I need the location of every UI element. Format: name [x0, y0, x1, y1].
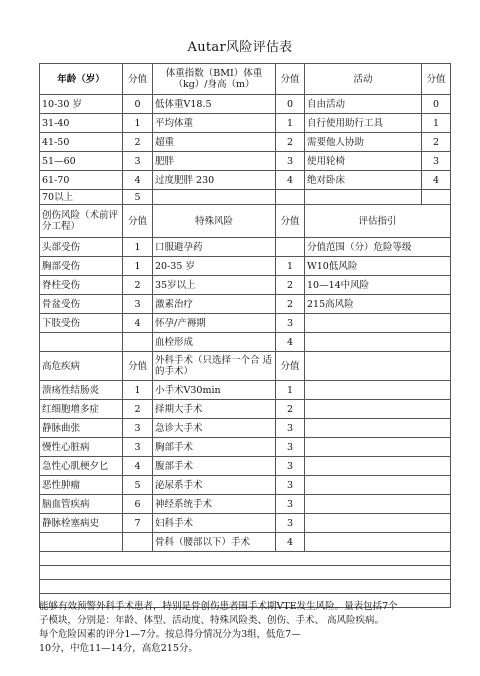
- score-cell: 5: [123, 476, 153, 495]
- score-cell: 3: [276, 495, 305, 514]
- table-row: [40, 533, 451, 552]
- disease-cell: 静脉栓塞病史: [40, 514, 123, 533]
- empty-cell: [305, 457, 451, 476]
- bmi-cell: 肥胖: [153, 152, 276, 171]
- note-line: 每个危险因素的评分1—7分。按总得分情况分为3组，低危7—: [39, 629, 301, 640]
- surgery-cell: 泌尿系手术: [153, 476, 276, 495]
- guide-cell: [305, 314, 451, 333]
- note-line: 能够有效预警外科手术患者，特别是骨创伤患者围手术期VTE发生风险。量表包括7个: [39, 601, 398, 612]
- score-cell: 4: [276, 171, 305, 190]
- score-cell: 2: [123, 276, 153, 295]
- bmi-cell: 平均体重: [153, 114, 276, 133]
- score-cell: [276, 190, 305, 205]
- disease-cell: 静脉曲张: [40, 419, 123, 438]
- activity-cell: [305, 190, 422, 205]
- score-cell: 5: [123, 190, 153, 205]
- score-cell: 1: [123, 238, 153, 257]
- disease-cell: 慢性心脏病: [40, 438, 123, 457]
- score-cell: 1: [422, 114, 451, 133]
- score-cell: 4: [422, 171, 451, 190]
- score-cell: 3: [276, 457, 305, 476]
- header-score: 分值: [276, 205, 305, 238]
- age-cell: 10-30 岁: [40, 95, 123, 114]
- score-cell: 4: [276, 533, 305, 552]
- disease-cell: 急性心肌梗夕匕: [40, 457, 123, 476]
- guide-cell: [305, 333, 451, 352]
- header-score: 分值: [123, 205, 153, 238]
- empty-row: [40, 566, 451, 580]
- score-cell: 3: [276, 476, 305, 495]
- activity-cell: 绝对卧床: [305, 171, 422, 190]
- header-row: [40, 352, 451, 381]
- score-cell: 3: [276, 514, 305, 533]
- table-row: [40, 257, 451, 276]
- table-row: [40, 190, 451, 205]
- table-row: [40, 276, 451, 295]
- guide-cell: 215高风险: [305, 295, 451, 314]
- table-row: [40, 238, 451, 257]
- trauma-cell: 骨盆受伤: [40, 295, 123, 314]
- surgery-cell: 腹部手术: [153, 457, 276, 476]
- score-cell: 0: [422, 95, 451, 114]
- score-cell: 2: [123, 133, 153, 152]
- note-line: 子模块，分别是：年龄、体型、活动度、特殊风险类、创伤、手术、 高风险疾病。: [39, 615, 385, 626]
- header-guide: 评估指引: [305, 205, 451, 238]
- description-note: [39, 600, 454, 656]
- header-surgery: 外科手术（只选择一个合 适的手术）: [153, 352, 276, 381]
- score-cell: 3: [123, 295, 153, 314]
- header-bmi: 体重指数（BMI）体重（kg）/身高（m）: [153, 64, 276, 95]
- empty-cell: [305, 352, 451, 381]
- trauma-cell: 脊柱受伤: [40, 276, 123, 295]
- header-trauma: 创伤风险（术前评分工程）: [40, 205, 123, 238]
- score-cell: 3: [123, 438, 153, 457]
- risk-table: [39, 63, 451, 608]
- empty-cell: [305, 419, 451, 438]
- score-cell: 0: [276, 95, 305, 114]
- header-age: 年龄（岁）: [40, 64, 123, 95]
- special-cell: 口服避孕药: [153, 238, 276, 257]
- empty-cell: [305, 476, 451, 495]
- table-row: [40, 133, 451, 152]
- empty-cell: [305, 381, 451, 400]
- disease-cell: 红细胞增多症: [40, 400, 123, 419]
- table-row: [40, 333, 451, 352]
- header-score: 分值: [276, 64, 305, 95]
- surgery-cell: 骨科（腰部以下）手术: [153, 533, 276, 552]
- table-row: [40, 400, 451, 419]
- bmi-cell: 过度肥胖 230: [153, 171, 276, 190]
- age-cell: 70以上: [40, 190, 123, 205]
- score-cell: 1: [123, 257, 153, 276]
- score-cell: 3: [123, 152, 153, 171]
- score-cell: 1: [123, 381, 153, 400]
- empty-cell: [305, 533, 451, 552]
- score-cell: [123, 533, 153, 552]
- score-cell: 1: [276, 114, 305, 133]
- disease-cell: [40, 533, 123, 552]
- score-cell: 4: [123, 457, 153, 476]
- special-cell: 怀孕/产褥期: [153, 314, 276, 333]
- table-row: [40, 152, 451, 171]
- age-cell: 61-70: [40, 171, 123, 190]
- trauma-cell: 头部受伤: [40, 238, 123, 257]
- score-cell: 2: [276, 295, 305, 314]
- age-cell: 31-40: [40, 114, 123, 133]
- trauma-cell: 胸部受伤: [40, 257, 123, 276]
- empty-cell: [40, 580, 451, 594]
- table-row: [40, 314, 451, 333]
- score-cell: [276, 238, 305, 257]
- surgery-cell: 小手术V30min: [153, 381, 276, 400]
- special-cell: 血栓形成: [153, 333, 276, 352]
- empty-cell: [40, 552, 451, 566]
- activity-cell: 需要他人协助: [305, 133, 422, 152]
- header-row: [40, 64, 451, 95]
- score-cell: 3: [276, 419, 305, 438]
- age-cell: 41-50: [40, 133, 123, 152]
- score-cell: 2: [123, 400, 153, 419]
- empty-cell: [305, 438, 451, 457]
- score-cell: 1: [123, 114, 153, 133]
- trauma-cell: 下肢受伤: [40, 314, 123, 333]
- age-cell: 51—60: [40, 152, 123, 171]
- score-cell: 6: [123, 495, 153, 514]
- disease-cell: 脑血管疾病: [40, 495, 123, 514]
- trauma-cell: [40, 333, 123, 352]
- header-row: [40, 205, 451, 238]
- table-row: [40, 457, 451, 476]
- header-score: 分值: [422, 64, 451, 95]
- header-score: 分值: [123, 352, 153, 381]
- table-row: [40, 381, 451, 400]
- empty-row: [40, 580, 451, 594]
- score-cell: 1: [276, 381, 305, 400]
- score-cell: 0: [123, 95, 153, 114]
- score-cell: 3: [422, 152, 451, 171]
- score-cell: 3: [123, 419, 153, 438]
- bmi-cell: 超重: [153, 133, 276, 152]
- surgery-cell: 神经系统手术: [153, 495, 276, 514]
- table-row: [40, 495, 451, 514]
- table-row: [40, 95, 451, 114]
- activity-cell: 使用轮椅: [305, 152, 422, 171]
- header-score: 分值: [123, 64, 153, 95]
- table-row: [40, 419, 451, 438]
- table-row: [40, 114, 451, 133]
- score-cell: 1: [276, 257, 305, 276]
- surgery-cell: 妇科手术: [153, 514, 276, 533]
- score-cell: 4: [123, 314, 153, 333]
- surgery-cell: 择期大手术: [153, 400, 276, 419]
- table-row: [40, 295, 451, 314]
- score-cell: [123, 333, 153, 352]
- score-cell: 2: [276, 276, 305, 295]
- header-score: 分值: [276, 352, 305, 381]
- score-cell: 2: [422, 133, 451, 152]
- empty-row: [40, 552, 451, 566]
- score-cell: 3: [276, 438, 305, 457]
- score-cell: 2: [276, 133, 305, 152]
- empty-cell: [40, 566, 451, 580]
- bmi-cell: 低体重V18.5: [153, 95, 276, 114]
- special-cell: 35岁以上: [153, 276, 276, 295]
- table-row: [40, 438, 451, 457]
- empty-cell: [305, 495, 451, 514]
- special-cell: 激素治疗: [153, 295, 276, 314]
- note-line: 10分，中危11—14分，高危215分。: [39, 643, 198, 654]
- bmi-cell: [153, 190, 276, 205]
- surgery-cell: 胸部手术: [153, 438, 276, 457]
- table-row: [40, 476, 451, 495]
- disease-cell: 溃疡性结肠炎: [40, 381, 123, 400]
- surgery-cell: 急诊大手术: [153, 419, 276, 438]
- score-cell: 4: [123, 171, 153, 190]
- table-row: [40, 171, 451, 190]
- special-cell: 20-35 岁: [153, 257, 276, 276]
- guide-cell: 分值范围（分）危险等级: [305, 238, 451, 257]
- header-activity: 活动: [305, 64, 422, 95]
- score-cell: 3: [276, 152, 305, 171]
- guide-cell: W10低风险: [305, 257, 451, 276]
- header-special: 特殊风险: [153, 205, 276, 238]
- page-title: Autar风险评估表: [187, 40, 293, 55]
- score-cell: [422, 190, 451, 205]
- table-row: [40, 514, 451, 533]
- empty-cell: [305, 514, 451, 533]
- score-cell: 2: [276, 400, 305, 419]
- activity-cell: 自由活动: [305, 95, 422, 114]
- score-cell: 4: [276, 333, 305, 352]
- activity-cell: 自行使用助行工具: [305, 114, 422, 133]
- disease-cell: 恶性肿瘤: [40, 476, 123, 495]
- header-disease: 高危疾病: [40, 352, 123, 381]
- empty-cell: [305, 400, 451, 419]
- guide-cell: 10—14中风险: [305, 276, 451, 295]
- score-cell: 3: [276, 314, 305, 333]
- score-cell: 7: [123, 514, 153, 533]
